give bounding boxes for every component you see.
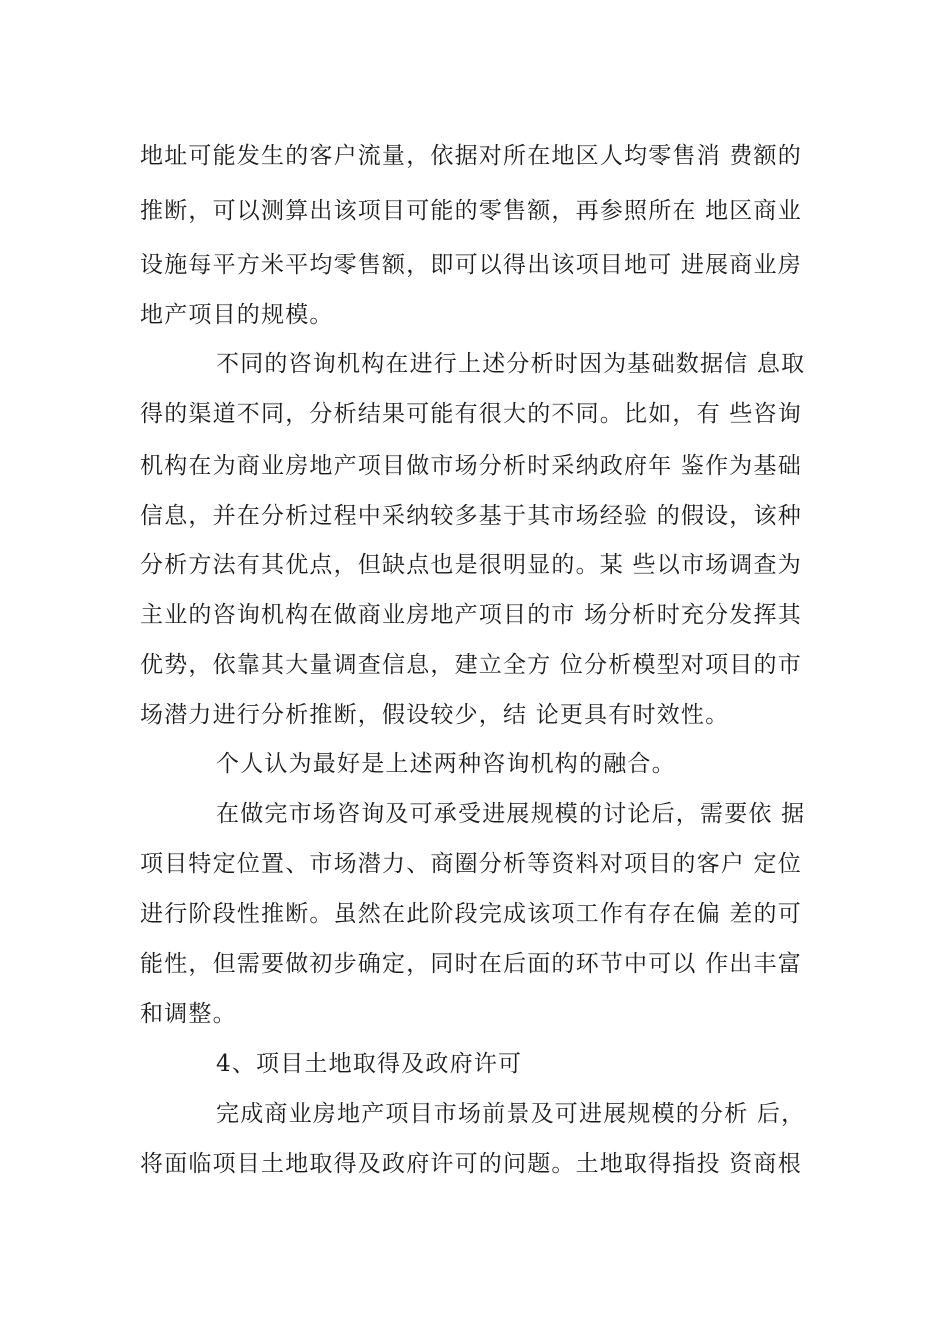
paragraph-first-line: 完成商业房地产项目市场前景及可进展规模的分析 后， (216, 1101, 806, 1127)
section-heading: 4、项目土地取得及政府许可 (216, 1051, 523, 1077)
text-line: 场潜力进行分析推断，假设较少，结 论更具有时效性。 (140, 702, 730, 728)
paragraph-first-line: 在做完市场咨询及可承受进展规模的讨论后，需要依 据 (216, 801, 806, 827)
text-line: 项目特定位置、市场潜力、商圈分析等资料对项目的客户 定位 (140, 851, 802, 877)
text-line: 地址可能发生的客户流量，依据对所在地区人均零售消 费额的 (140, 143, 802, 169)
text-line: 将面临项目土地取得及政府许可的问题。土地取得指投 资商根 (140, 1151, 802, 1177)
text-line: 信息，并在分析过程中采纳较多基于其市场经验 的假设，该种 (140, 503, 802, 529)
text-line: 分析方法有其优点，但缺点也是很明显的。某 些以市场调查为 (140, 552, 802, 578)
text-line: 优势，依靠其大量调查信息，建立全方 位分析模型对项目的市 (140, 652, 802, 678)
paragraph-first-line: 个人认为最好是上述两种咨询机构的融合。 (216, 751, 676, 777)
text-line: 和调整。 (140, 1001, 237, 1027)
text-line: 进行阶段性推断。虽然在此阶段完成该项工作有存在偏 差的可 (140, 901, 802, 927)
text-line: 推断，可以测算出该项目可能的零售额，再参照所在 地区商业 (140, 198, 802, 224)
text-line: 地产项目的规模。 (140, 302, 334, 328)
text-line: 机构在为商业房地产项目做市场分析时采纳政府年 鉴作为基础 (140, 453, 802, 479)
text-line: 设施每平方米平均零售额，即可以得出该项目地可 进展商业房 (140, 252, 802, 278)
paragraph-first-line: 不同的咨询机构在进行上述分析时因为基础数据信 息取 (216, 351, 806, 377)
text-line: 主业的咨询机构在做商业房地产项目的市 场分析时充分发挥其 (140, 602, 802, 628)
text-line: 能性，但需要做初步确定，同时在后面的环节中可以 作出丰富 (140, 951, 802, 977)
text-line: 得的渠道不同，分析结果可能有很大的不同。比如，有 些咨询 (140, 401, 802, 427)
